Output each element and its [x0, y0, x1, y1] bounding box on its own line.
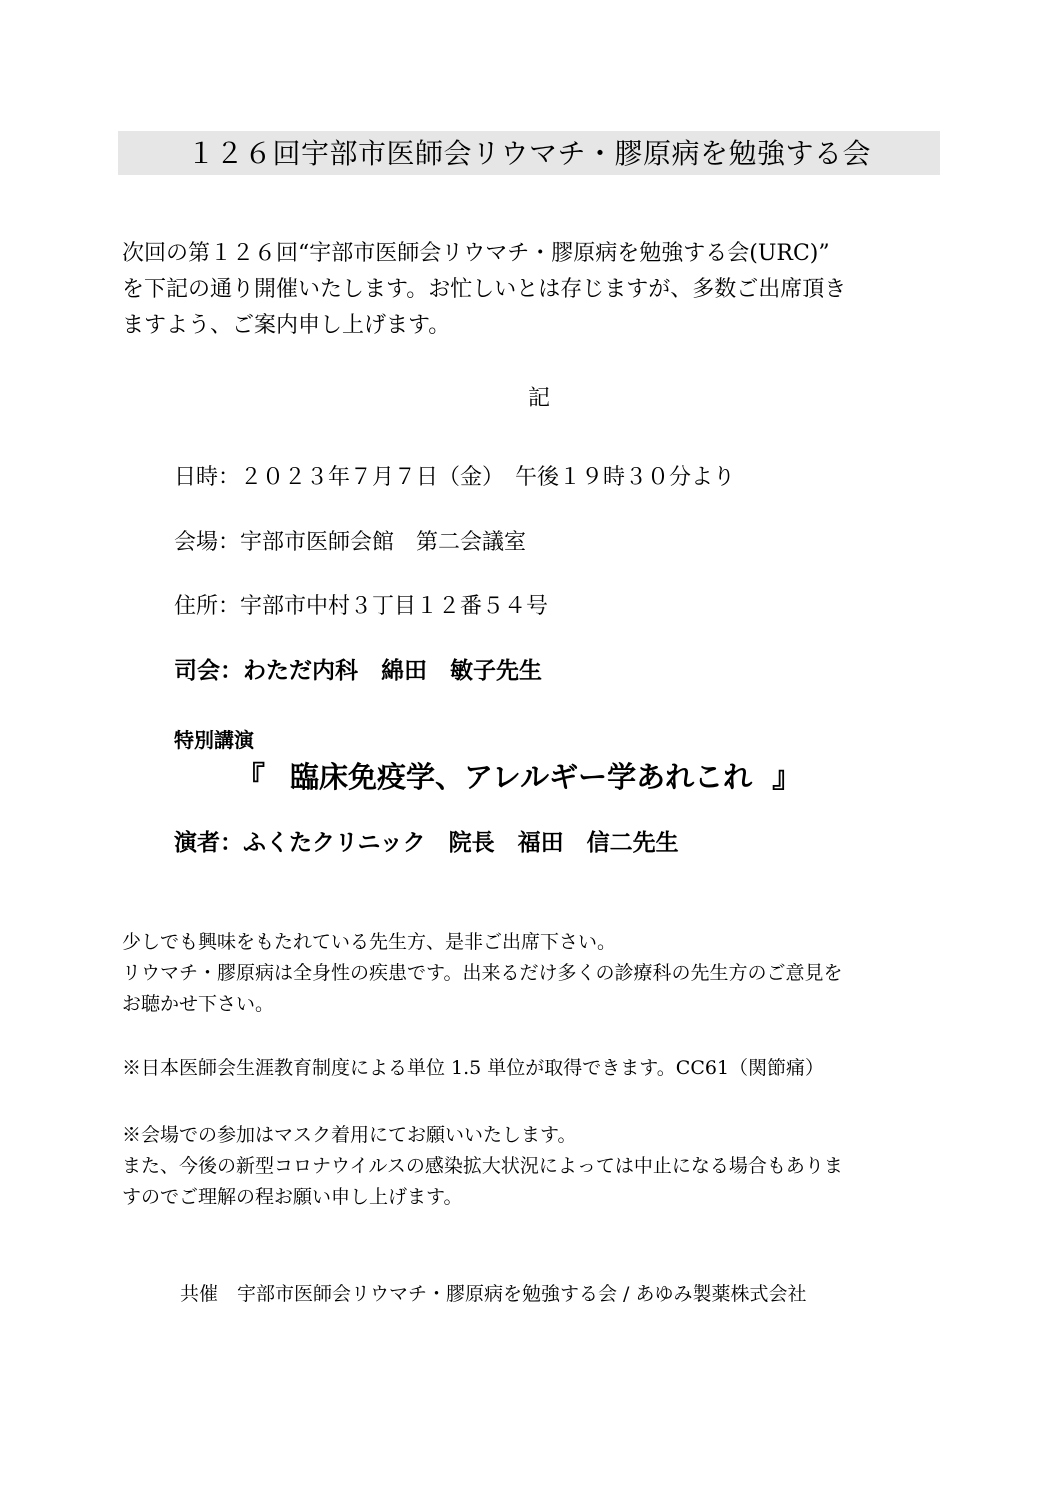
intro-line: ますよう、ご案内申し上げます。: [122, 313, 451, 338]
lecture-label: 特別講演: [174, 728, 254, 752]
host-line: 司会：わただ内科 綿田 敏子先生: [174, 658, 542, 684]
intro-line: を下記の通り開催いたします。お忙しいとは存じますが、多数ご出席頂き: [122, 277, 847, 302]
lecture-close-bracket: 』: [772, 760, 802, 794]
message-line: 少しでも興味をもたれている先生方、是非ご出席下さい。: [122, 931, 617, 953]
datetime-line: 日時：２０２３年７月７日（金） 午後１９時３０分より: [174, 465, 736, 490]
mask-note-line: また、今後の新型コロナウイルスの感染拡大状況によっては中止になる場合もありま: [122, 1155, 843, 1177]
credit-note: ※日本医師会生涯教育制度による単位 1.5 単位が取得できます。CC61（関節痛）: [122, 1057, 825, 1079]
mask-note-line: ※会場での参加はマスク着用にてお願いいたします。: [122, 1124, 577, 1146]
lecture-title-line: [236, 757, 856, 797]
message-line: お聴かせ下さい。: [122, 993, 275, 1015]
lecture-open-bracket: 『: [236, 760, 266, 794]
speaker-line: 演者：ふくたクリニック 院長 福田 信二先生: [174, 830, 679, 856]
intro-line: 次回の第１２６回“宇部市医師会リウマチ・膠原病を勉強する会(URC)”: [122, 241, 830, 266]
lecture-title: 臨床免疫学、アレルギー学あれこれ: [290, 760, 753, 794]
sponsor-footer: 共催 宇部市医師会リウマチ・膠原病を勉強する会 / あゆみ製薬株式会社: [180, 1283, 807, 1305]
document-title: １２６回宇部市医師会リウマチ・膠原病を勉強する会: [186, 137, 871, 170]
message-line: リウマチ・膠原病は全身性の疾患です。出来るだけ多くの診療科の先生方のご意見を: [122, 962, 843, 984]
intro-paragraph: [122, 236, 952, 344]
ki-heading: 記: [528, 386, 551, 411]
address-line: 住所：宇部市中村３丁目１２番５４号: [174, 594, 549, 619]
venue-line: 会場：宇部市医師会館 第二会議室: [174, 530, 527, 555]
mask-note-line: すのでご理解の程お願い申し上げます。: [122, 1186, 463, 1208]
message-paragraph: [122, 927, 952, 1020]
mask-note-paragraph: [122, 1120, 952, 1213]
